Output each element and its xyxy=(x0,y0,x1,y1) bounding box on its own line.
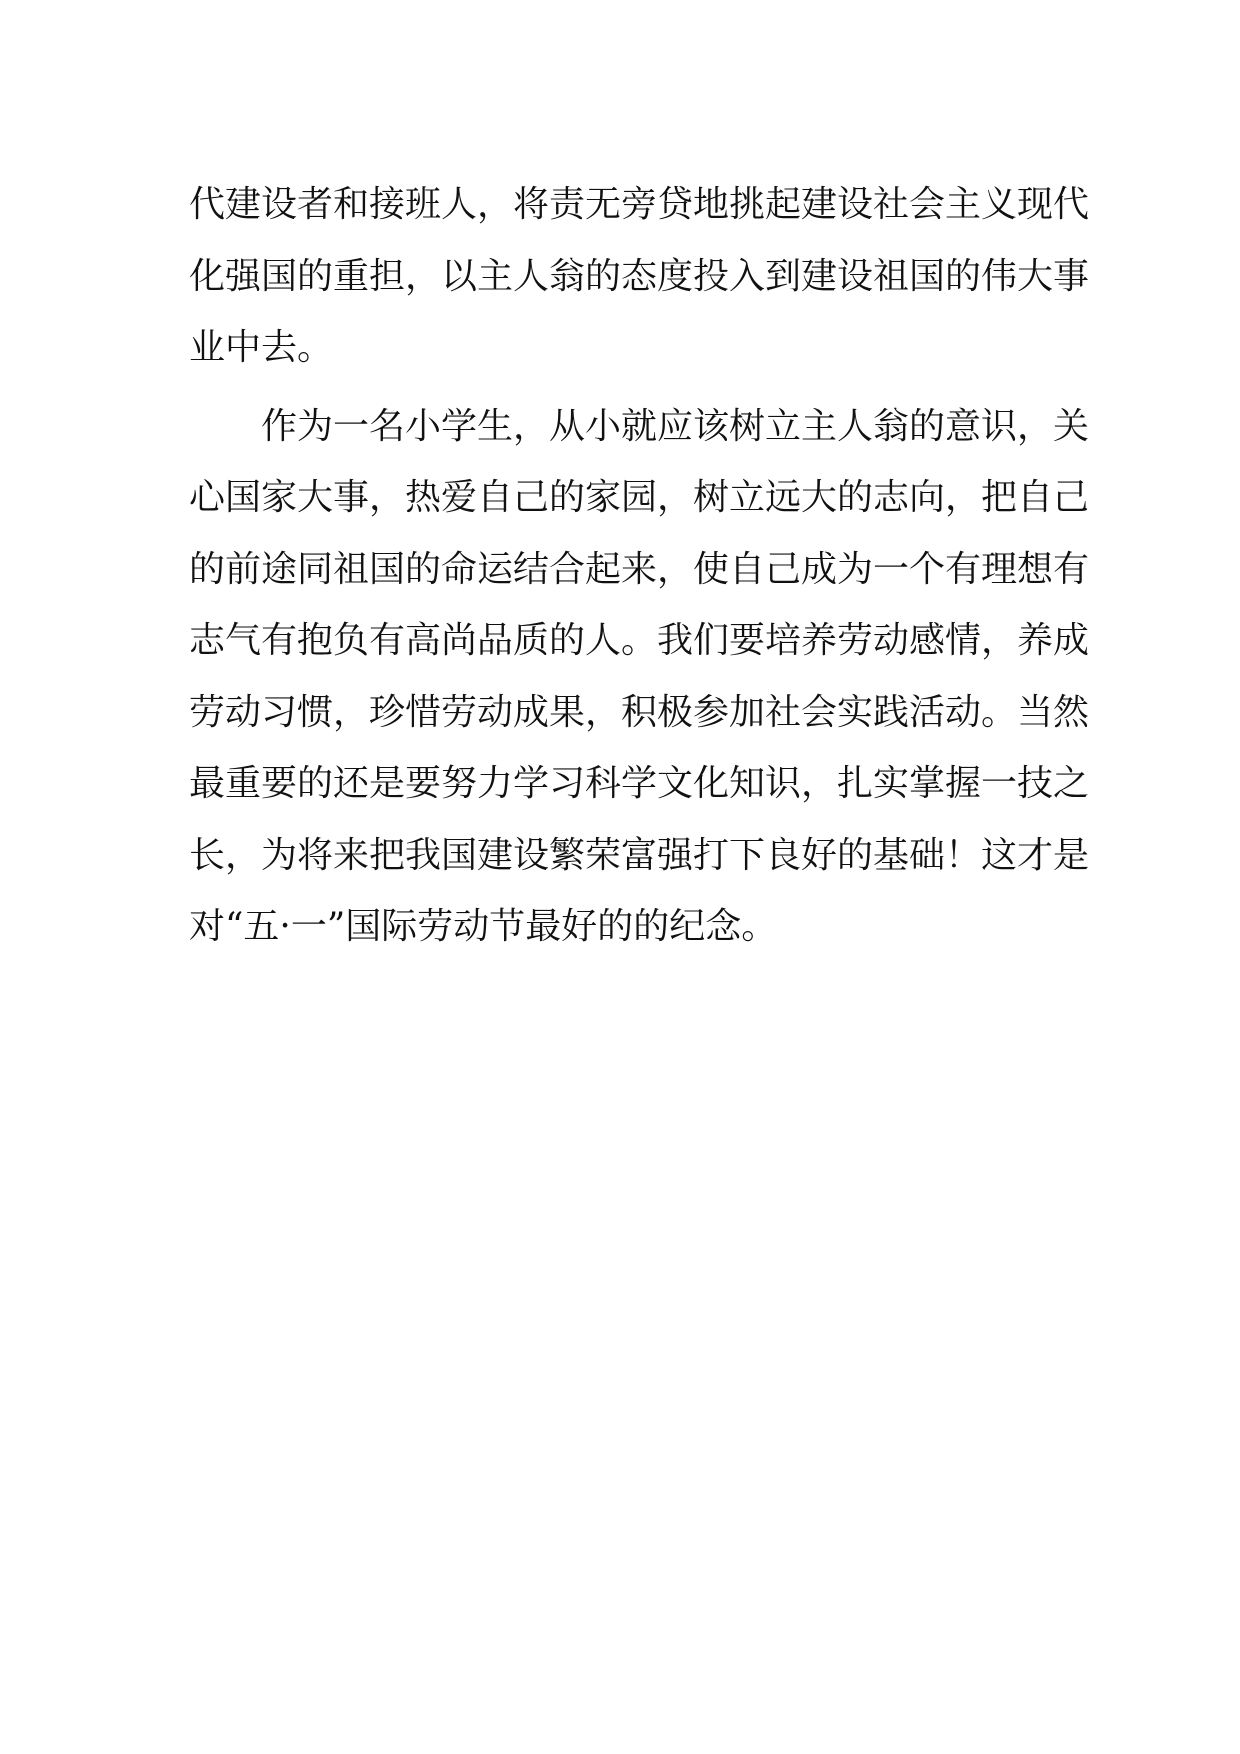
text-line: 劳动习惯，珍惜劳动成果，积极参加社会实践活动。当然 xyxy=(189,691,1090,733)
paragraph-2 xyxy=(189,391,1090,963)
paragraph-1 xyxy=(189,169,1090,384)
text-line: 的前途同祖国的命运结合起来，使自己成为一个有理想有 xyxy=(189,548,1090,590)
text-line: 长，为将来把我国建设繁荣富强打下良好的基础！这才是 xyxy=(189,834,1090,876)
text-line: 对“五·一”国际劳动节最好的的纪念。 xyxy=(189,906,778,947)
text-line: 代建设者和接班人，将责无旁贷地挑起建设社会主义现代 xyxy=(189,184,1090,225)
text-line: 化强国的重担，以主人翁的态度投入到建设祖国的伟大事 xyxy=(189,255,1090,297)
text-line: 心国家大事，热爱自己的家园，树立远大的志向，把自己 xyxy=(189,477,1090,518)
text-line: 作为一名小学生，从小就应该树立主人翁的意识，关 xyxy=(189,405,1090,447)
text-line: 业中去。 xyxy=(189,327,334,368)
body-text xyxy=(189,169,1090,963)
paragraph-spacing xyxy=(189,384,1062,391)
text-line: 最重要的还是要努力学习科学文化知识，扎实掌握一技之 xyxy=(189,763,1090,804)
text-line: 志气有抱负有高尚品质的人。我们要培养劳动感情，养成 xyxy=(189,620,1090,661)
